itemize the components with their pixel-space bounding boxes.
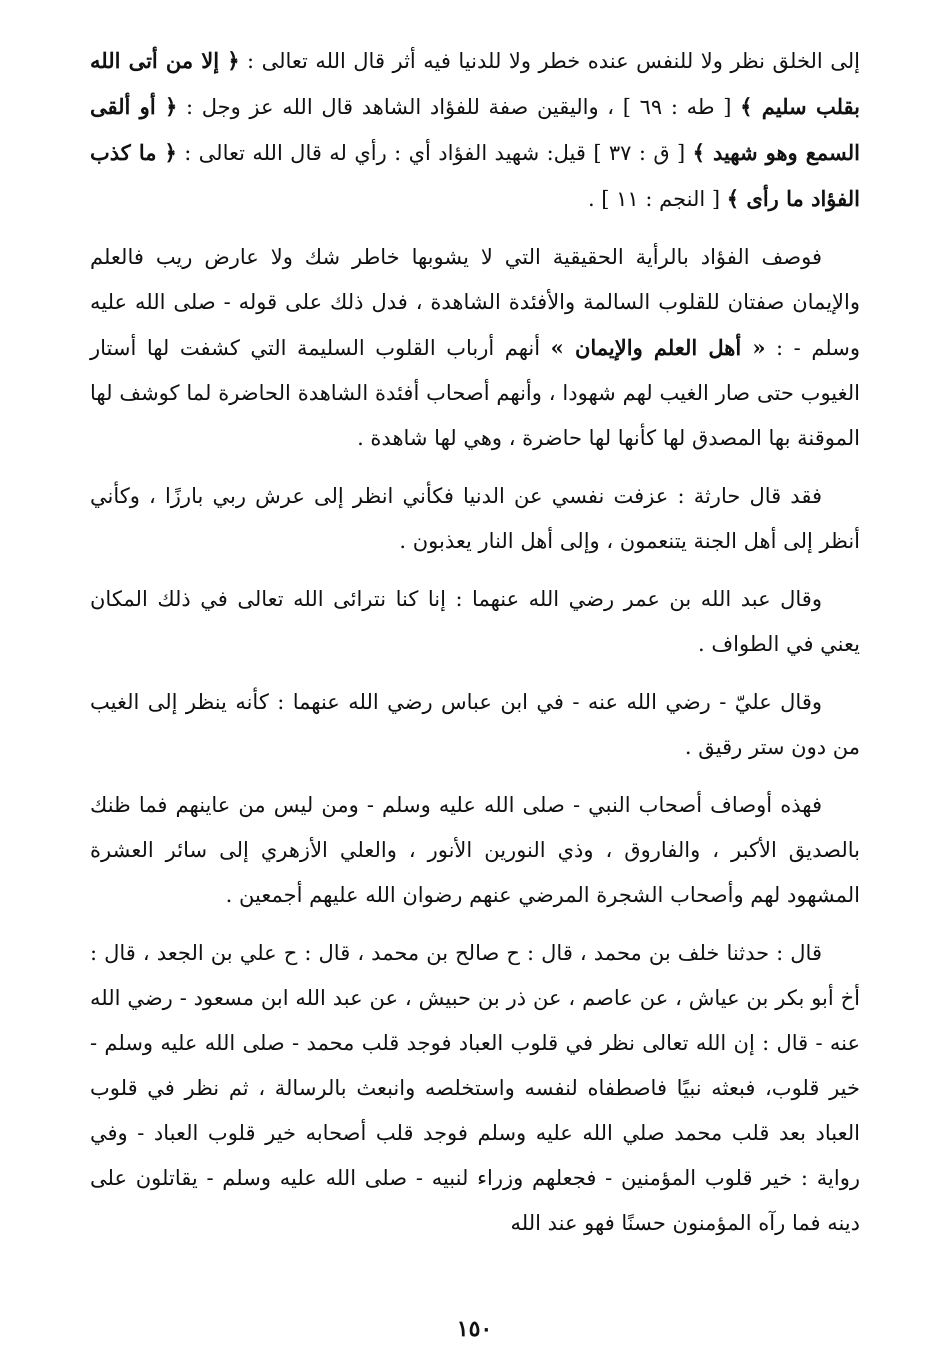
- text-segment: أنهم أرباب القلوب السليمة التي كشفت لها أستار الغيوب حتى صار الغيب لهم شهودا ، وأنهم أصحاب أفئدة الشاهدة الحاضرة لما كوشف لها الموقنة بها المصدق لها كأنها لها حاضرة ، وهي لها شاهدة .: [90, 336, 860, 450]
- quran-verse: ﴿ إلا من أتى الله بقلب سليم ﴾: [90, 48, 860, 119]
- quran-verse: ﴿ أو ألقى السمع وهو شهيد ﴾: [90, 94, 860, 165]
- text-segment: [ النجم : ١١ ] .: [587, 187, 727, 211]
- text-segment: إلى الخلق نظر ولا للنفس عنده خطر ولا للدنيا فيه أثر قال الله تعالى :: [239, 49, 860, 73]
- text-segment: [ طه : ٦٩ ] ، واليقين صفة للفؤاد الشاهد قال الله عز وجل :: [177, 95, 741, 119]
- quran-verse: ﴿ ما كذب الفؤاد ما رأى ﴾: [90, 140, 860, 211]
- text-segment: فهذه أوصاف أصحاب النبي - صلى الله عليه وسلم - ومن ليس من عاينهم فما ظنك بالصديق الأكبر ، والفاروق ، وذي النورين الأنور ، والعلي الأزهري إلى سائر العشرة المشهود لهم وأصحاب الشجرة المرضي عنهم رضوان الله عليهم أجمعين .: [90, 793, 861, 907]
- text-segment: قال : حدثنا خلف بن محمد ، قال : ح صالح بن محمد ، قال : ح علي بن الجعد ، قال : أخ أبو بكر بن عياش ، عن عاصم ، عن ذر بن حبيش ، عن عبد الله ابن مسعود - رضي الله عنه - قال : إن الله تعالى نظر في قلوب العباد فوجد قلب محمد - صلى الله عليه وسلم - خير قلوب، فبعثه نبيًا فاصطفاه لنفسه واستخلصه وانبعث بالرسالة ، ثم نظر في قلوب العباد بعد قلب محمد صلي الله عليه وسلم فوجد قلب أصحابه خير قلوب العباد - وفي رواية : خير قلوب المؤمنين - فجعلهم وزراء لنبيه - صلى الله عليه وسلم - يقاتلون على دينه فما رآه المؤمنون حسنًا فهو عند الله: [90, 941, 860, 1235]
- page-number: ١٥٠: [456, 1316, 493, 1342]
- text-segment: وقال عليّ - رضي الله عنه - في ابن عباس رضي الله عنهما : كأنه ينظر إلى الغيب من دون ستر رقيق .: [90, 690, 860, 759]
- text-segment: [ ق : ٣٧ ] قيل: شهيد الفؤاد أي : رأي له قال الله تعالى :: [176, 141, 693, 165]
- paragraph-1: [90, 38, 860, 222]
- text-segment: فقد قال حارثة : عزفت نفسي عن الدنيا فكأني انظر إلى عرش ربي بارزًا ، وكأني أنظر إلى أهل الجنة يتنعمون ، وإلى أهل النار يعذبون .: [90, 484, 860, 553]
- paragraph-3: [90, 474, 860, 564]
- paragraph-2: [90, 235, 860, 461]
- page-body: [90, 38, 860, 1259]
- text-segment: فوصف الفؤاد بالرأية الحقيقية التي لا يشوبها خاطر شك ولا عارض ريب فالعلم والإيمان صفتان للقلوب السالمة والأفئدة الشاهدة ، فدل ذلك على قوله - صلى الله عليه وسلم - :: [90, 245, 860, 360]
- text-segment: وقال عبد الله بن عمر رضي الله عنهما : إنا كنا نترائى الله تعالى في ذلك المكان يعني في الطواف .: [90, 587, 860, 656]
- paragraph-5: [90, 680, 860, 770]
- paragraph-7: [90, 931, 860, 1246]
- paragraph-6: [90, 783, 860, 918]
- hadith-quote: « أهل العلم والإيمان »: [550, 335, 766, 360]
- paragraph-4: [90, 577, 860, 667]
